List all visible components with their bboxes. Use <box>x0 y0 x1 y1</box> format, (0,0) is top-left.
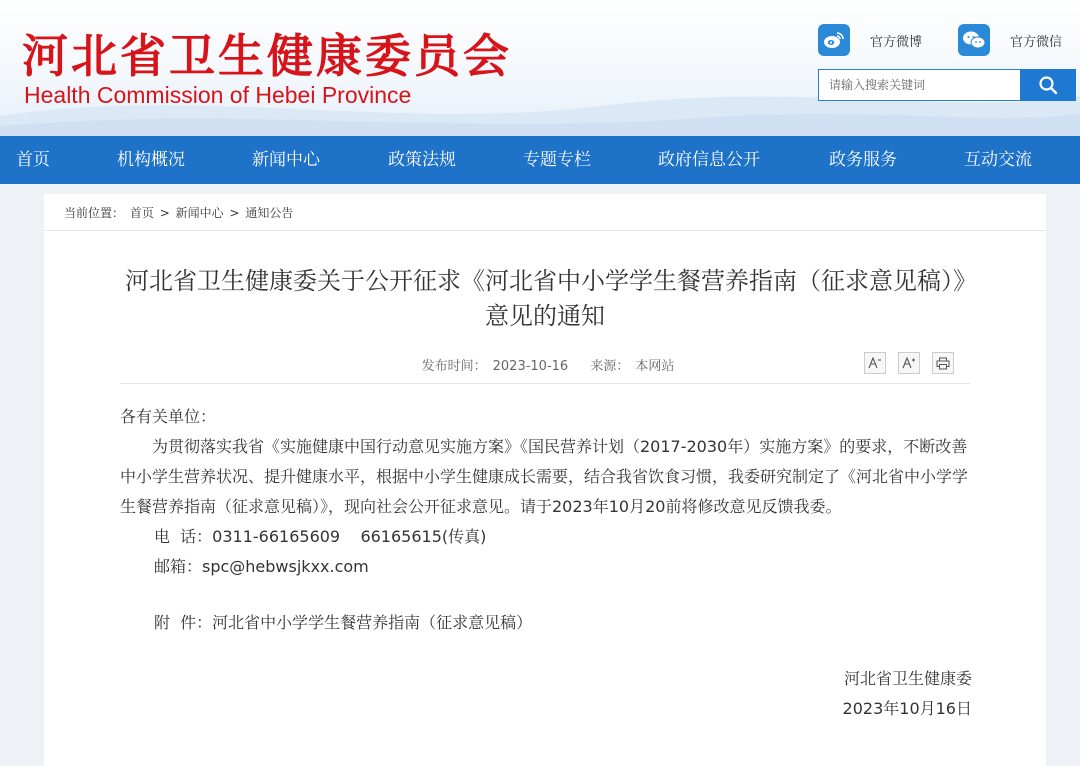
breadcrumb-notices[interactable]: 通知公告 <box>245 206 294 220</box>
source-value: 本网站 <box>635 359 675 374</box>
nav-item-interaction[interactable]: 互动交流 <box>964 150 1032 170</box>
signature: 河北省卫生健康委 <box>843 669 972 688</box>
wechat-icon <box>958 24 990 56</box>
weibo-link[interactable] <box>818 24 922 56</box>
print-icon <box>936 357 950 370</box>
font-decrease-button[interactable] <box>864 352 886 374</box>
contact-email: 邮箱：spc@hebwsjkxx.com <box>154 557 369 576</box>
wechat-link[interactable] <box>958 24 1062 56</box>
nav-item-home[interactable]: 首页 <box>16 150 50 170</box>
article-title: 河北省卫生健康委关于公开征求《河北省中小学学生餐营养指南（征求意见稿）》意见的通知 <box>125 267 965 330</box>
main-nav <box>0 136 1080 184</box>
source-label: 来源： <box>590 359 630 374</box>
divider <box>120 383 970 384</box>
site-subtitle: Health Commission of Hebei Province <box>24 82 412 108</box>
site-header <box>0 0 1080 136</box>
nav-item-news[interactable]: 新闻中心 <box>252 150 320 170</box>
weibo-icon <box>818 24 850 56</box>
search-icon <box>1038 75 1058 95</box>
weibo-label: 官方微博 <box>870 34 923 50</box>
publish-date: 2023-10-16 <box>492 359 569 374</box>
font-increase-icon <box>902 357 916 369</box>
article-tools <box>864 352 966 374</box>
breadcrumb-home[interactable]: 首页 <box>129 206 154 220</box>
article-paragraph: 为贯彻落实我省《实施健康中国行动意见实施方案》《国民营养计划（2017-2030年）实施方案》的要求，不断改善中小学生营养状况、提升健康水平，根据中小学生健康成长需要，结合我省饮食习惯，我委研究制定了《河北省中小学学生餐营养指南（征求意见稿）》，现向社会公开征求意见。请于2023年10月20前将修改意见反馈我委。 <box>120 437 969 516</box>
nav-item-services[interactable]: 政务服务 <box>829 150 897 170</box>
breadcrumb-prefix: 当前位置： <box>64 206 125 220</box>
article-body <box>120 402 972 724</box>
nav-item-topics[interactable]: 专题专栏 <box>523 150 591 170</box>
contact-phone: 电 话：0311-66165609 66165615(传真) <box>154 527 487 546</box>
nav-item-gov-info[interactable]: 政府信息公开 <box>658 150 760 170</box>
breadcrumb-sep: > <box>229 206 240 220</box>
nav-item-policy[interactable]: 政策法规 <box>388 150 456 170</box>
search-box <box>818 69 1076 101</box>
greeting: 各有关单位： <box>120 407 217 426</box>
nav-item-about[interactable]: 机构概况 <box>117 150 185 170</box>
content-panel <box>44 194 1046 766</box>
font-increase-button[interactable] <box>898 352 920 374</box>
print-button[interactable] <box>932 352 954 374</box>
breadcrumb-sep: > <box>159 206 170 220</box>
font-decrease-icon <box>868 357 882 369</box>
divider <box>44 230 1046 231</box>
publish-label: 发布时间： <box>421 359 487 374</box>
search-input[interactable] <box>818 69 1020 101</box>
breadcrumb <box>64 204 295 221</box>
breadcrumb-news[interactable]: 新闻中心 <box>175 206 224 220</box>
site-title[interactable]: 河北省卫生健康委员会 <box>22 29 512 83</box>
search-button[interactable] <box>1020 69 1076 101</box>
signature-date: 2023年10月16日 <box>842 699 972 718</box>
attachment-link[interactable]: 附 件：河北省中小学学生餐营养指南（征求意见稿） <box>154 613 533 632</box>
wechat-label: 官方微信 <box>1010 34 1063 50</box>
